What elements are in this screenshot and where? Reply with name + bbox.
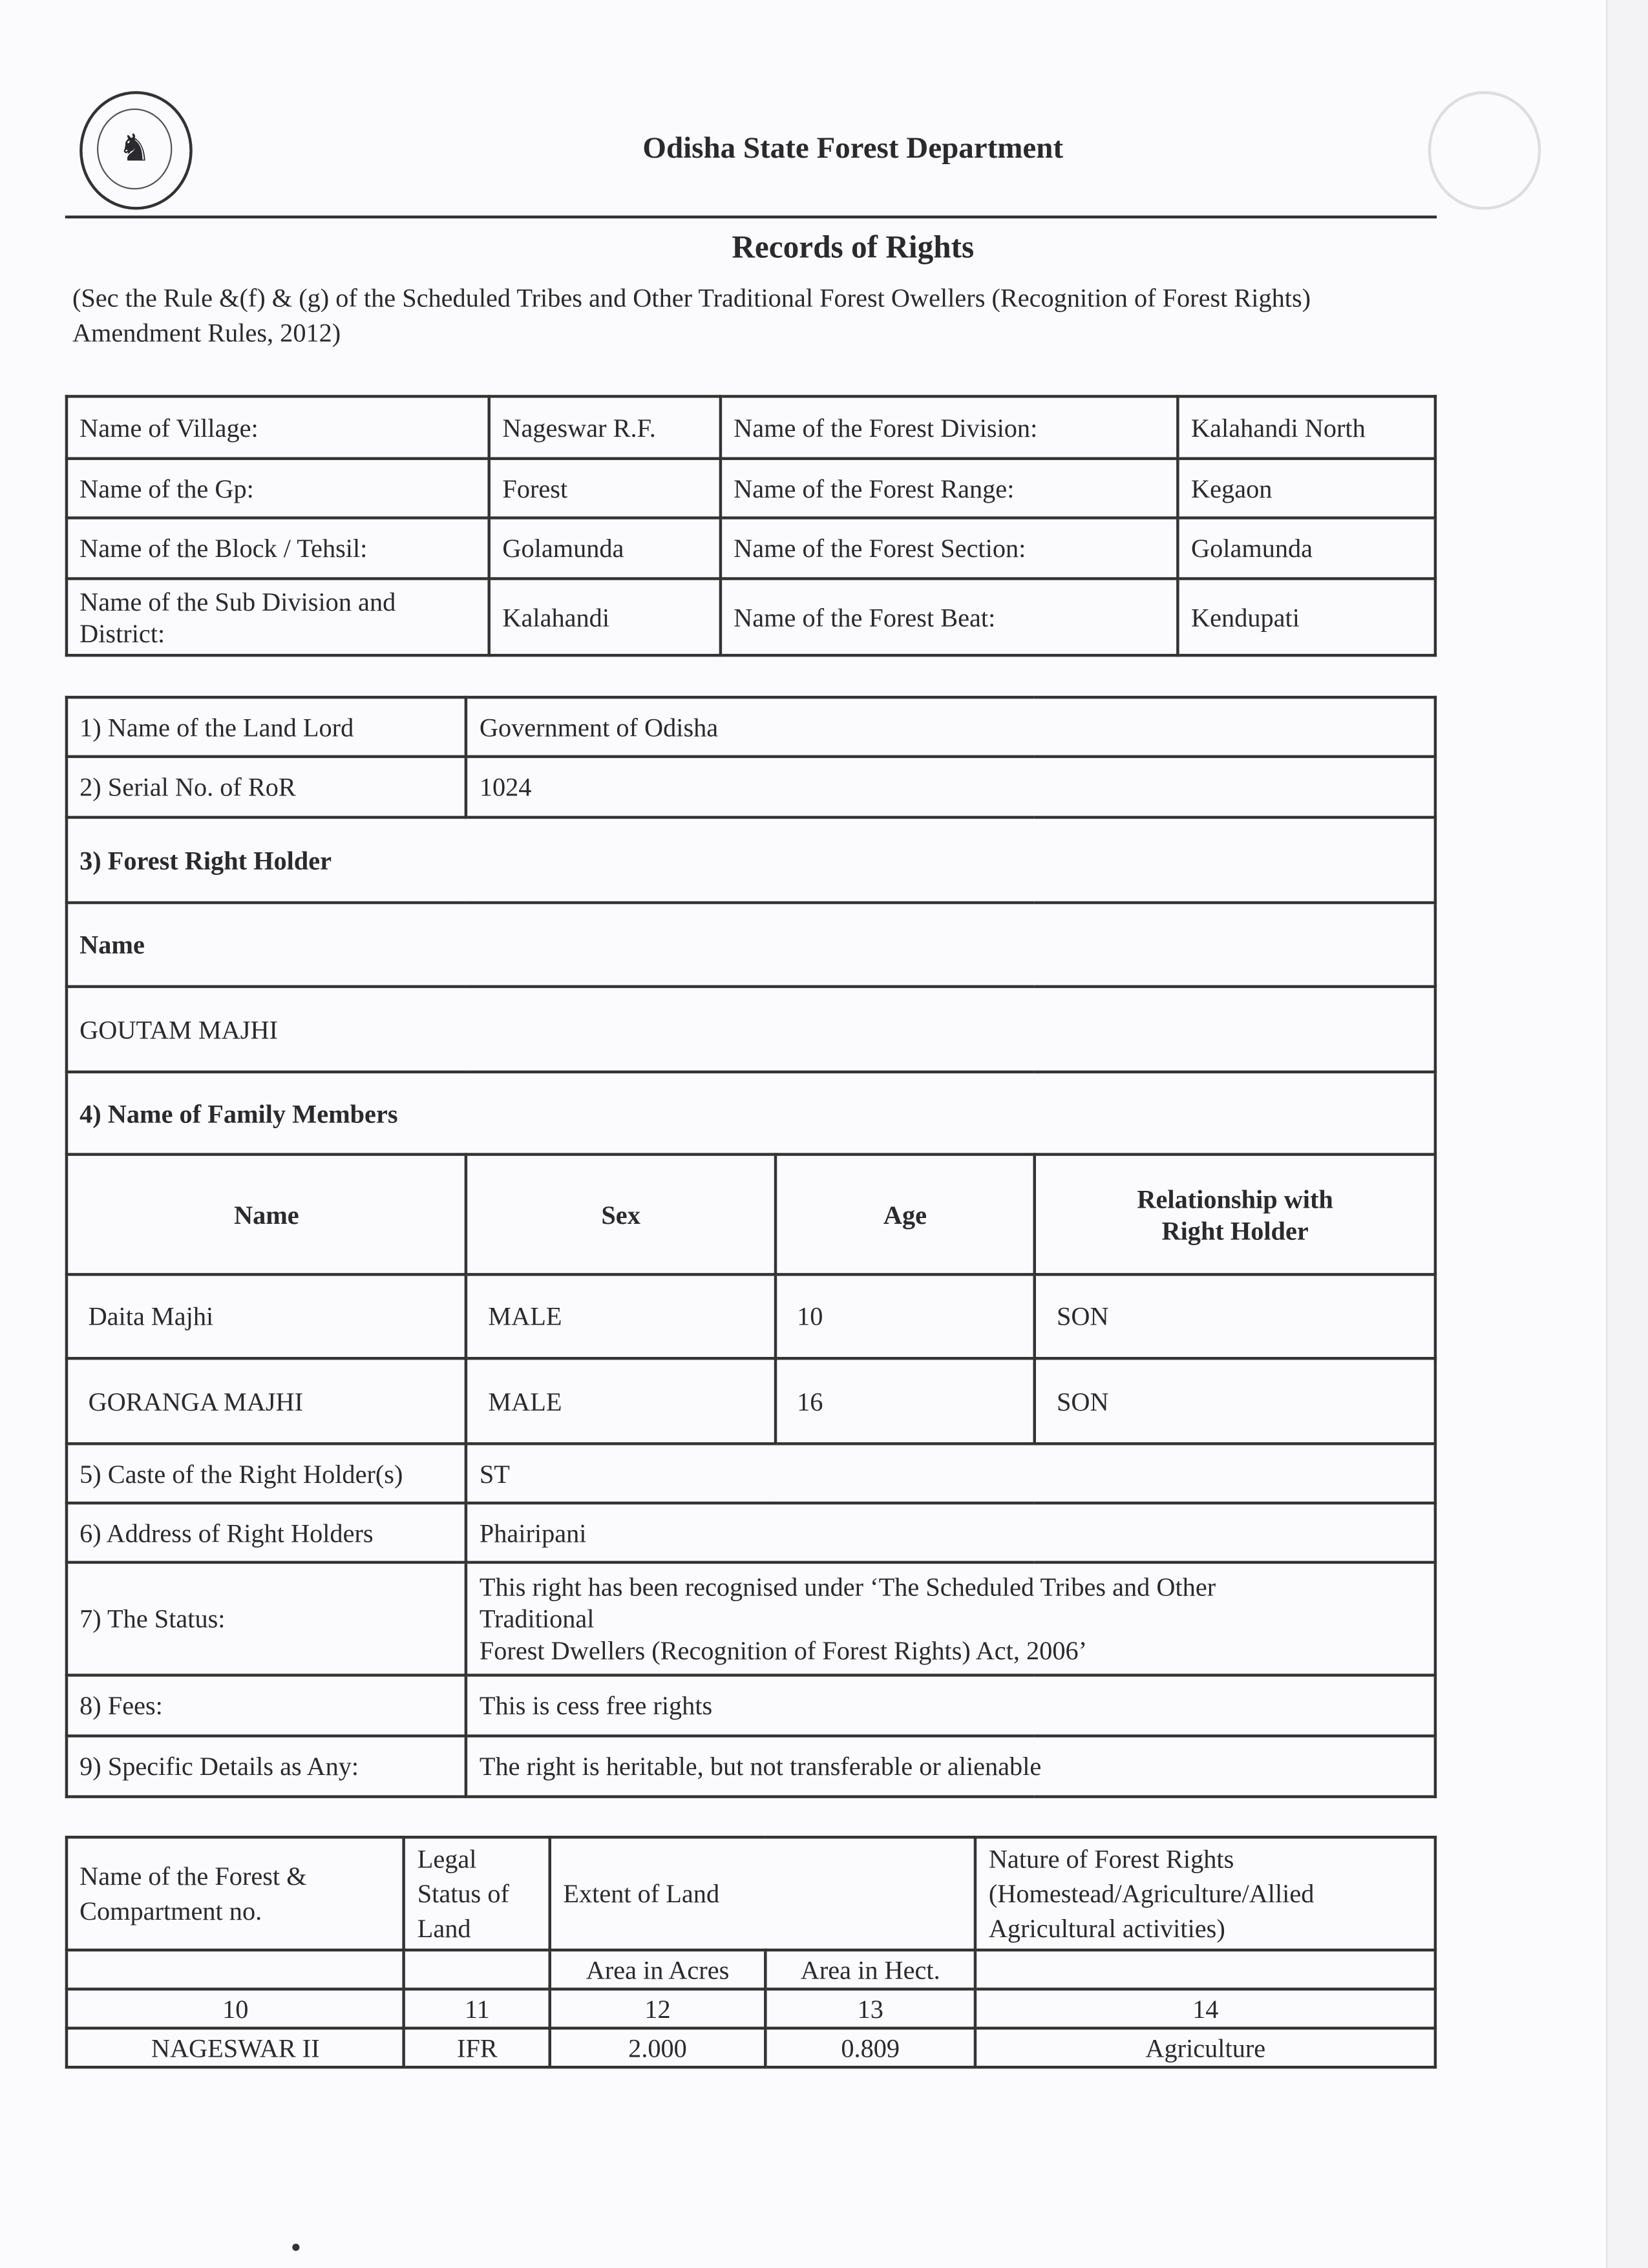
holder-name: GOUTAM MAJHI [67, 987, 1435, 1072]
status-value [467, 1562, 1435, 1675]
gp-value: Forest [489, 459, 721, 518]
village-label: Name of Village: [67, 396, 489, 458]
subdivision-value: Kalahandi [489, 579, 721, 656]
table-row [67, 1562, 1435, 1675]
land-data-row [67, 2028, 1435, 2067]
legal-status-header: Legal Status of Land [405, 1837, 551, 1950]
empty-cell [976, 1950, 1435, 1989]
nature-header: Nature of Forest Rights (Homestead/Agriculture/Allied Agricultural activities) [976, 1837, 1435, 1950]
beat-value: Kendupati [1178, 579, 1435, 656]
holder-details-table [65, 696, 1437, 1798]
member-relationship: SON [1035, 1358, 1435, 1444]
scan-edge [1606, 0, 1648, 2268]
division-label: Name of the Forest Division: [721, 396, 1178, 458]
family-header-row [67, 1155, 1435, 1275]
gp-label: Name of the Gp: [67, 459, 489, 518]
family-heading: 4) Name of Family Members [67, 1072, 1435, 1155]
serial-value: 1024 [467, 757, 1435, 817]
department-heading: Odisha State Forest Department [642, 130, 1064, 165]
member-name: Daita Majhi [67, 1274, 467, 1358]
legal-status: IFR [405, 2028, 551, 2067]
location-table [65, 395, 1437, 656]
column-header-age: Age [776, 1155, 1035, 1275]
extent-header: Extent of Land [550, 1837, 975, 1950]
status-line: Traditional [479, 1604, 595, 1633]
table-row [67, 1072, 1435, 1155]
table-row [67, 697, 1435, 757]
section-label: Name of the Forest Section: [721, 518, 1178, 578]
block-value: Golamunda [489, 518, 721, 578]
acres-header: Area in Acres [550, 1950, 765, 1989]
page-title: Records of Rights [732, 228, 975, 265]
column-header-relationship: Relationship with Right Holder [1035, 1155, 1435, 1275]
table-row [67, 1503, 1435, 1562]
specific-details-label: 9) Specific Details as Any: [67, 1736, 467, 1797]
column-number: 14 [976, 1989, 1435, 2028]
header-divider [65, 216, 1437, 218]
hect-header: Area in Hect. [765, 1950, 976, 1989]
land-header-row [67, 1837, 1435, 1950]
table-row [67, 757, 1435, 817]
area-acres: 2.000 [550, 2028, 765, 2067]
table-row [67, 1675, 1435, 1736]
member-age: 10 [776, 1274, 1035, 1358]
address-value: Phairipani [467, 1503, 1435, 1562]
table-row [67, 459, 1435, 518]
column-number: 12 [550, 1989, 765, 2028]
land-number-row [67, 1989, 1435, 2028]
status-line: This right has been recognised under ‘The Scheduled Tribes and Other [479, 1572, 1216, 1602]
rule-reference: (Sec the Rule &(f) & (g) of the Scheduled Tribes and Other Traditional Forest Owellers (Recognition of Forest Rights) Amendment Rules, 2012) [72, 283, 1311, 348]
table-row [67, 903, 1435, 987]
beat-label: Name of the Forest Beat: [721, 579, 1178, 656]
table-row [67, 396, 1435, 458]
table-row [67, 817, 1435, 903]
family-row [67, 1274, 1435, 1358]
member-age: 16 [776, 1358, 1035, 1444]
table-row [67, 579, 1435, 656]
land-subheader-row [67, 1950, 1435, 1989]
serial-label: 2) Serial No. of RoR [67, 757, 467, 817]
nature-of-rights: Agriculture [976, 2028, 1435, 2067]
address-label: 6) Address of Right Holders [67, 1503, 467, 1562]
forest-name: NAGESWAR II [67, 2028, 405, 2067]
section-value: Golamunda [1178, 518, 1435, 578]
land-lord-label: 1) Name of the Land Lord [67, 697, 467, 757]
member-sex: MALE [467, 1274, 776, 1358]
fees-value: This is cess free rights [467, 1675, 1435, 1736]
area-hect: 0.809 [765, 2028, 976, 2067]
status-label: 7) The Status: [67, 1562, 467, 1675]
forest-compartment-header: Name of the Forest & Compartment no. [67, 1837, 405, 1950]
member-sex: MALE [467, 1358, 776, 1444]
column-number: 11 [405, 1989, 551, 2028]
holder-heading: 3) Forest Right Holder [67, 817, 1435, 903]
family-row [67, 1358, 1435, 1444]
village-value: Nageswar R.F. [489, 396, 721, 458]
caste-value: ST [467, 1444, 1435, 1503]
column-header-name: Name [67, 1155, 467, 1275]
scan-speck [292, 2243, 299, 2251]
empty-cell [405, 1950, 551, 1989]
name-heading: Name [67, 903, 1435, 987]
empty-cell [67, 1950, 405, 1989]
caste-label: 5) Caste of the Right Holder(s) [67, 1444, 467, 1503]
block-label: Name of the Block / Tehsil: [67, 518, 489, 578]
lion-emblem-icon: ♞ [97, 109, 172, 189]
table-row [67, 987, 1435, 1072]
column-number: 10 [67, 1989, 405, 2028]
table-row [67, 1444, 1435, 1503]
table-row [67, 518, 1435, 578]
column-header-sex: Sex [467, 1155, 776, 1275]
member-name: GORANGA MAJHI [67, 1358, 467, 1444]
subdivision-label: Name of the Sub Division and District: [67, 579, 489, 656]
fees-label: 8) Fees: [67, 1675, 467, 1736]
land-lord-value: Government of Odisha [467, 697, 1435, 757]
range-value: Kegaon [1178, 459, 1435, 518]
table-row [67, 1736, 1435, 1797]
column-number: 13 [765, 1989, 976, 2028]
status-line: Forest Dwellers (Recognition of Forest Rights) Act, 2006’ [479, 1636, 1088, 1665]
range-label: Name of the Forest Range: [721, 459, 1178, 518]
division-value: Kalahandi North [1178, 396, 1435, 458]
land-table [65, 1836, 1437, 2068]
specific-details-value: The right is heritable, but not transferable or alienable [467, 1736, 1435, 1797]
member-relationship: SON [1035, 1274, 1435, 1358]
